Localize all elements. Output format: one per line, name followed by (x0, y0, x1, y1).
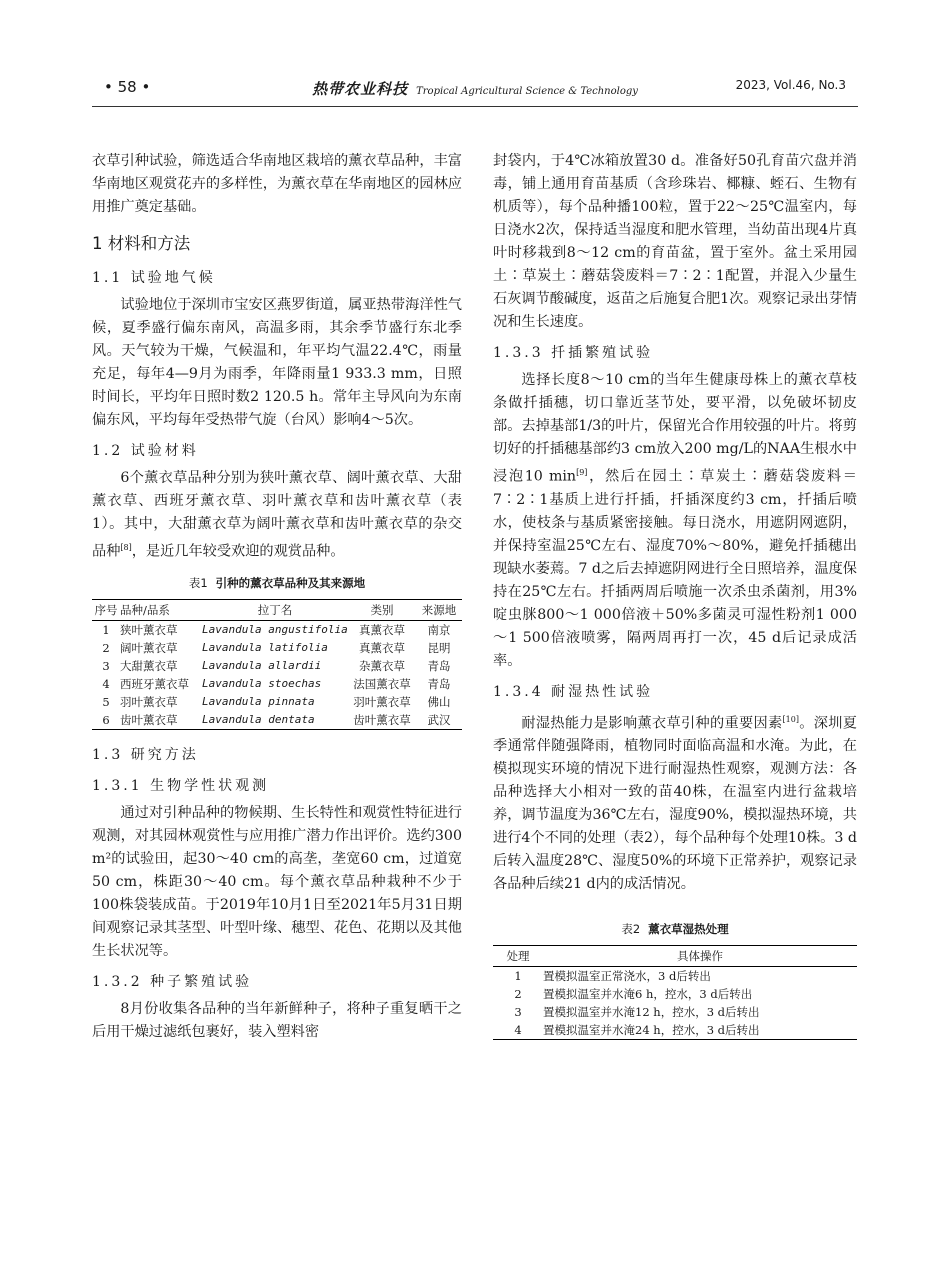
paragraph-continued: 封袋内，于4℃冰箱放置30 d。准备好50孔育苗穴盘并消毒，铺上通用育苗基质（含珍珠岩、椰糠、蛭石、生物有机质等），每个品种播100粒，置于22～25℃温室内，每日浇水2次，保持适当湿度和肥水管理，当幼苗出现4片真叶时移栽到8～12 cm的育苗盆，置于室外。盆土采用园土∶草炭土∶蘑菇袋废料＝7∶2∶1配置，并混入少量生石灰调节酸碱度，返苗之后施复合肥1次。观察记录出芽情况和生长速度。 (493, 153, 857, 330)
table1-header-cell: 来源地 (416, 599, 462, 620)
cell-name: 狭叶薰衣草 (120, 622, 178, 637)
table2-caption (493, 918, 857, 941)
table-row (493, 1021, 857, 1040)
cell-no: 3 (102, 658, 110, 673)
section-heading-1: 1 材料和方法 (92, 234, 191, 253)
paragraph-1-3-3 (493, 369, 857, 673)
table-row (493, 1003, 857, 1021)
paragraph-1-3-3-b: ，然后在园土∶草炭土∶蘑菇袋废料＝7∶2∶1基质上进行扦插，扦插深度约3 cm，扦插后喷水，使枝条与基质紧密接触。每日浇水，用遮阴网遮阴，并保持室温25℃左右、湿度70%～80%，避免扦插穗出现缺水萎蔫。7 d之后去掉遮阴网进行全日照培养，温度保持在25℃左右。扦插两周后喷施一次杀虫杀菌剂，用3%啶虫脒800～1 000倍液＋50%多菌灵可湿性粉剂1 000～1 500倍液喷雾，隔两周再打一次，45 d后记录成活率。 (493, 468, 857, 669)
table-row (92, 693, 462, 711)
table-row (92, 657, 462, 675)
journal-title-en: Tropical Agricultural Science & Technology (416, 86, 638, 97)
table1-header-cell: 序号 (92, 599, 120, 620)
cell-no: 4 (493, 1021, 543, 1040)
heading-1-3: 1.3 研究方法 (92, 746, 199, 763)
cell-origin: 南京 (427, 622, 451, 637)
table1-caption-text: 引种的薰衣草品种及其来源地 (215, 575, 366, 590)
volume-info: 2023, Vol.46, No.3 (735, 78, 846, 92)
cell-origin: 佛山 (427, 694, 451, 709)
cell-op: 置模拟温室并水淹6 h，控水，3 d后转出 (543, 987, 753, 1002)
table1-header-cell: 拉丁名 (202, 599, 348, 620)
cell-name: 大甜薰衣草 (120, 658, 178, 673)
cell-no: 3 (514, 1005, 522, 1020)
paragraph-1-3-1: 通过对引种品种的物候期、生长特性和观赏性特征进行观测，对其园林观赏性与应用推广潜力作出评价。选约300 m²的试验田，起30～40 cm的高垄，垄宽60 cm，过道宽50 cm，株距30～40 cm。每个薰衣草品种栽种不少于100株袋装成苗。于2019年10月1日至2021年5月31日期间观察记录其茎型、叶型叶缘、穗型、花色、花期以及其他生长状况等。 (92, 804, 462, 959)
table1-caption-num: 表1 (188, 575, 208, 590)
table1 (92, 599, 462, 730)
cell-no: 5 (102, 694, 110, 709)
cell-type: 杂薰衣草 (359, 658, 405, 673)
table2 (493, 945, 857, 1040)
paragraph-1-2-a: 6个薰衣草品种分别为狭叶薰衣草、阔叶薰衣草、大甜薰衣草、西班牙薰衣草、羽叶薰衣草和齿叶薰衣草（表1）。其中，大甜薰衣草为阔叶薰衣草和齿叶薰衣草的杂交品种 (92, 470, 462, 560)
table2-caption-num: 表2 (621, 922, 641, 937)
page-number: • 58 • (104, 78, 151, 96)
cell-latin: Lavandula latifolia (202, 640, 328, 654)
cell-op: 置模拟温室并水淹12 h，控水，3 d后转出 (543, 1005, 760, 1020)
left-column (92, 150, 462, 1044)
heading-1-3-3: 1.3.3 扦插繁殖试验 (493, 345, 654, 361)
cell-no: 1 (514, 969, 522, 984)
table2-header-cell: 具体操作 (543, 946, 857, 967)
paragraph-1-3-4-a: 耐湿热能力是影响薰衣草引种的重要因素 (521, 715, 783, 732)
cell-latin: Lavandula angustifolia (202, 622, 348, 636)
cell-no: 6 (92, 711, 120, 730)
cell-no: 4 (102, 676, 110, 691)
cell-op: 置模拟温室正常浇水，3 d后转出 (543, 969, 711, 984)
cell-no: 1 (102, 622, 110, 637)
table2-header-cell: 处理 (493, 946, 543, 967)
cell-no: 2 (102, 640, 110, 655)
cell-type: 羽叶薰衣草 (353, 694, 411, 709)
table-row (493, 985, 857, 1003)
cell-latin: Lavandula stoechas (202, 676, 322, 690)
cell-op: 置模拟温室并水淹24 h，控水，3 d后转出 (543, 1021, 857, 1040)
cell-type: 真薰衣草 (359, 622, 405, 637)
table-row (493, 967, 857, 986)
cell-origin: 青岛 (427, 676, 451, 691)
citation-9: [9] (576, 468, 588, 477)
cell-type: 真薰衣草 (359, 640, 405, 655)
table1-header-cell: 类别 (348, 599, 416, 620)
citation-8: [8] (120, 543, 132, 552)
table2-caption-text: 薰衣草湿热处理 (648, 922, 729, 937)
paragraph-1-2-b: ，是近几年较受欢迎的观赏品种。 (131, 543, 345, 560)
table1-header-row (92, 599, 462, 620)
table-row (92, 620, 462, 639)
cell-name: 羽叶薰衣草 (120, 694, 178, 709)
paragraph-1-1: 试验地位于深圳市宝安区燕罗街道，属亚热带海洋性气候，夏季盛行偏东南风，高温多雨，其余季节盛行东北季风。天气较为干燥，气候温和，年平均气温22.4℃，雨量充足，每年4—9月为雨季，年降雨量1 933.3 mm，日照时间长，平均年日照时数2 120.5 h。常年主导风向为东南偏东风，平均每年受热带气旋（台风）影响4～5次。 (92, 297, 462, 428)
cell-latin: Lavandula dentata (202, 711, 348, 730)
cell-latin: Lavandula pinnata (202, 694, 315, 708)
cell-name: 齿叶薰衣草 (120, 711, 202, 730)
heading-1-3-4: 1.3.4 耐湿热性试验 (493, 683, 654, 700)
page-header (104, 78, 846, 100)
paragraph-1-3-4 (493, 708, 857, 897)
heading-1-1: 1.1 试验地气候 (92, 270, 216, 286)
table-row (92, 711, 462, 730)
cell-origin: 青岛 (427, 658, 451, 673)
paragraph-1-3-2: 8月份收集各品种的当年新鲜种子，将种子重复晒干之后用干燥过滤纸包裹好，装入塑料密 (92, 1000, 462, 1040)
paragraph-1-2 (92, 467, 462, 564)
right-column (493, 150, 857, 1040)
table-row (92, 639, 462, 657)
heading-1-2: 1.2 试验材料 (92, 443, 199, 459)
journal-title-cn: 热带农业科技 (312, 80, 409, 98)
heading-1-3-1: 1.3.1 生物学性状观测 (92, 777, 270, 794)
table-row (92, 675, 462, 693)
header-rule (92, 106, 858, 107)
intro-paragraph: 衣草引种试验，筛选适合华南地区栽培的薰衣草品种，丰富华南地区观赏花卉的多样性，为薰衣草在华南地区的园林应用推广奠定基础。 (92, 153, 462, 215)
cell-origin: 武汉 (416, 711, 462, 730)
cell-name: 阔叶薰衣草 (120, 640, 178, 655)
cell-no: 2 (514, 987, 522, 1002)
cell-latin: Lavandula allardii (202, 658, 322, 672)
paragraph-1-3-4-b: 。深圳夏季通常伴随强降雨，植物同时面临高温和水淹。为此，在模拟现实环境的情况下进行耐湿热性观察，观测方法：各品种选择大小相对一致的苗40株，在温室内进行盆栽培养，调节温度为36℃左右，湿度90%，模拟湿热环境，共进行4个不同的处理（表2），每个品种每个处理10株。3 d后转入温度28℃、湿度50%的环境下正常养护，观察记录各品种后续21 d内的成活情况。 (493, 715, 857, 893)
table2-header-row (493, 946, 857, 967)
cell-name: 西班牙薰衣草 (120, 676, 189, 691)
paragraph-1-3-3-a: 选择长度8～10 cm的当年生健康母株上的薰衣草枝条做扦插穗，切口靠近茎节处，要平滑，以免破坏韧皮部。去掉基部1/3的叶片，保留光合作用较强的叶片。将剪切好的扦插穗基部约3 cm放入200 mg/L的NAA生根水中浸泡10 min (493, 372, 857, 485)
cell-origin: 昆明 (427, 640, 451, 655)
cell-type: 齿叶薰衣草 (348, 711, 416, 730)
heading-1-3-2: 1.3.2 种子繁殖试验 (92, 973, 253, 990)
table1-caption (92, 572, 462, 595)
cell-type: 法国薰衣草 (353, 676, 411, 691)
table1-header-cell: 品种/品系 (120, 599, 202, 620)
citation-10: [10] (782, 714, 799, 724)
